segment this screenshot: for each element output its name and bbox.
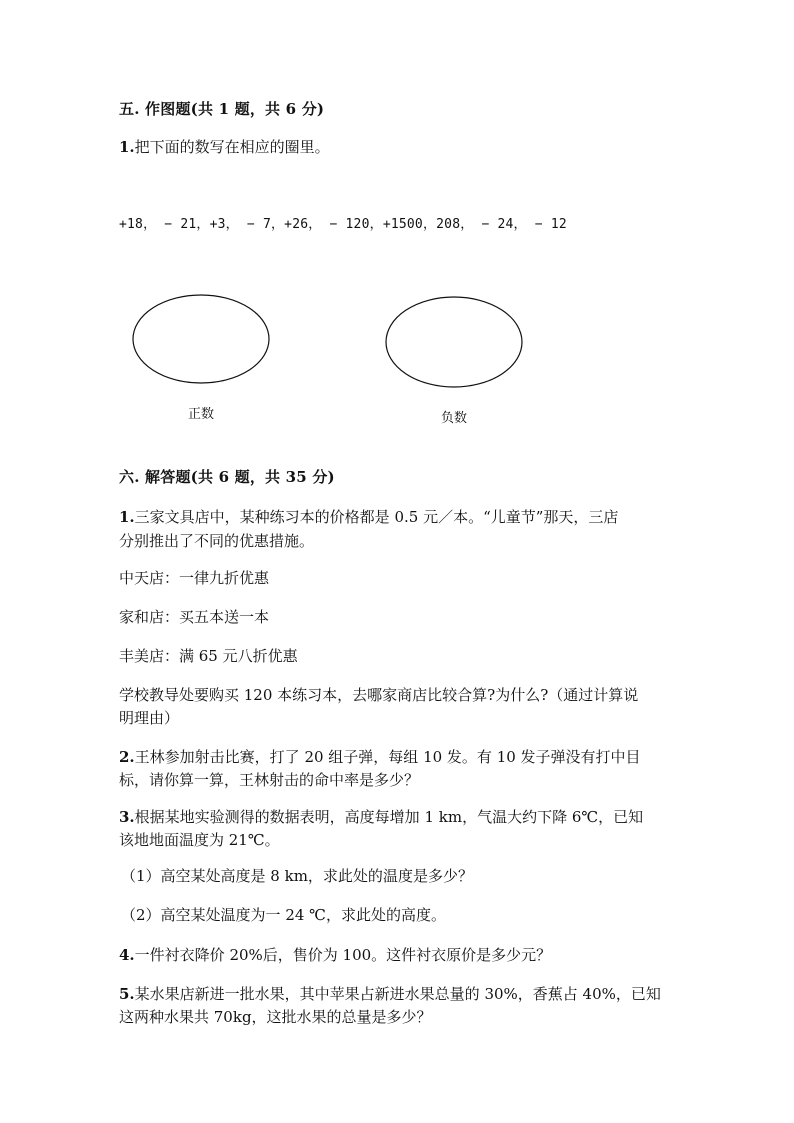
- shop-jiahe: 家和店：买五本送一本: [119, 608, 270, 626]
- section-5-title: 五. 作图题(共 1 题，共 6 分): [119, 100, 325, 118]
- s6-question-3-line-1: [119, 805, 643, 829]
- s6-question-4: [119, 943, 551, 967]
- negative-circle: [386, 297, 522, 387]
- negative-label: 负数: [441, 411, 468, 426]
- question-number: 5.: [119, 985, 135, 1003]
- question-number: 3.: [119, 808, 135, 826]
- s6-question-1-line-2: 分别推出了不同的优惠措施。: [119, 532, 315, 550]
- s6-question-3-sub-1: （1）高空某处高度是 8 km，求此处的温度是多少？: [121, 867, 473, 885]
- s6-question-1-line-1: [119, 505, 618, 529]
- s6-question-3-sub-2: （2）高空某处温度为一 24 ℃，求此处的高度。: [121, 906, 446, 924]
- shop-fengmei: 丰美店：满 65 元八折优惠: [119, 647, 298, 665]
- positive-label: 正数: [188, 407, 215, 422]
- section-6-title: 六. 解答题(共 6 题，共 35 分): [119, 468, 335, 486]
- s6-question-5-line-2: 这两种水果共 70kg，这批水果的总量是多少？: [119, 1008, 432, 1026]
- question-text: 把下面的数写在相应的圈里。: [134, 138, 330, 156]
- question-text: 根据某地实验测得的数据表明，高度每增加 1 km，气温大约下降 6℃，已知: [134, 808, 644, 826]
- question-number: 1.: [119, 138, 135, 156]
- s6-question-3-line-2: 该地地面温度为 21℃。: [119, 831, 280, 849]
- shop-zhongtian: 中天店：一律九折优惠: [119, 569, 270, 587]
- number-list: +18， − 21，+3， − 7，+26， − 120，+1500，208， − 24， − 12: [119, 217, 567, 232]
- question-text: 三家文具店中，某种练习本的价格都是 0.5 元／本。“儿童节”那天，三店: [134, 508, 619, 526]
- question-text: 一件衬衣降价 20%后，售价为 100。这件衬衣原价是多少元？: [134, 946, 552, 964]
- s6-question-1-ask-line-2: 明理由）: [119, 709, 180, 727]
- question-text: 王林参加射击比赛，打了 20 组子弹，每组 10 发。有 10 发子弹没有打中目: [134, 748, 641, 766]
- question-number: 2.: [119, 748, 135, 766]
- s6-question-1-ask-line-1: 学校教导处要购买 120 本练习本，去哪家商店比较合算?为什么?（通过计算说: [119, 686, 639, 704]
- positive-circle: [133, 295, 269, 383]
- question-number: 4.: [119, 946, 135, 964]
- question-text: 某水果店新进一批水果，其中苹果占新进水果总量的 30%，香蕉占 40%，已知: [134, 985, 661, 1003]
- question-number: 1.: [119, 508, 135, 526]
- s6-question-2-line-2: 标，请你算一算，王林射击的命中率是多少？: [119, 771, 420, 789]
- s6-question-2-line-1: [119, 745, 641, 769]
- s6-question-5-line-1: [119, 982, 661, 1006]
